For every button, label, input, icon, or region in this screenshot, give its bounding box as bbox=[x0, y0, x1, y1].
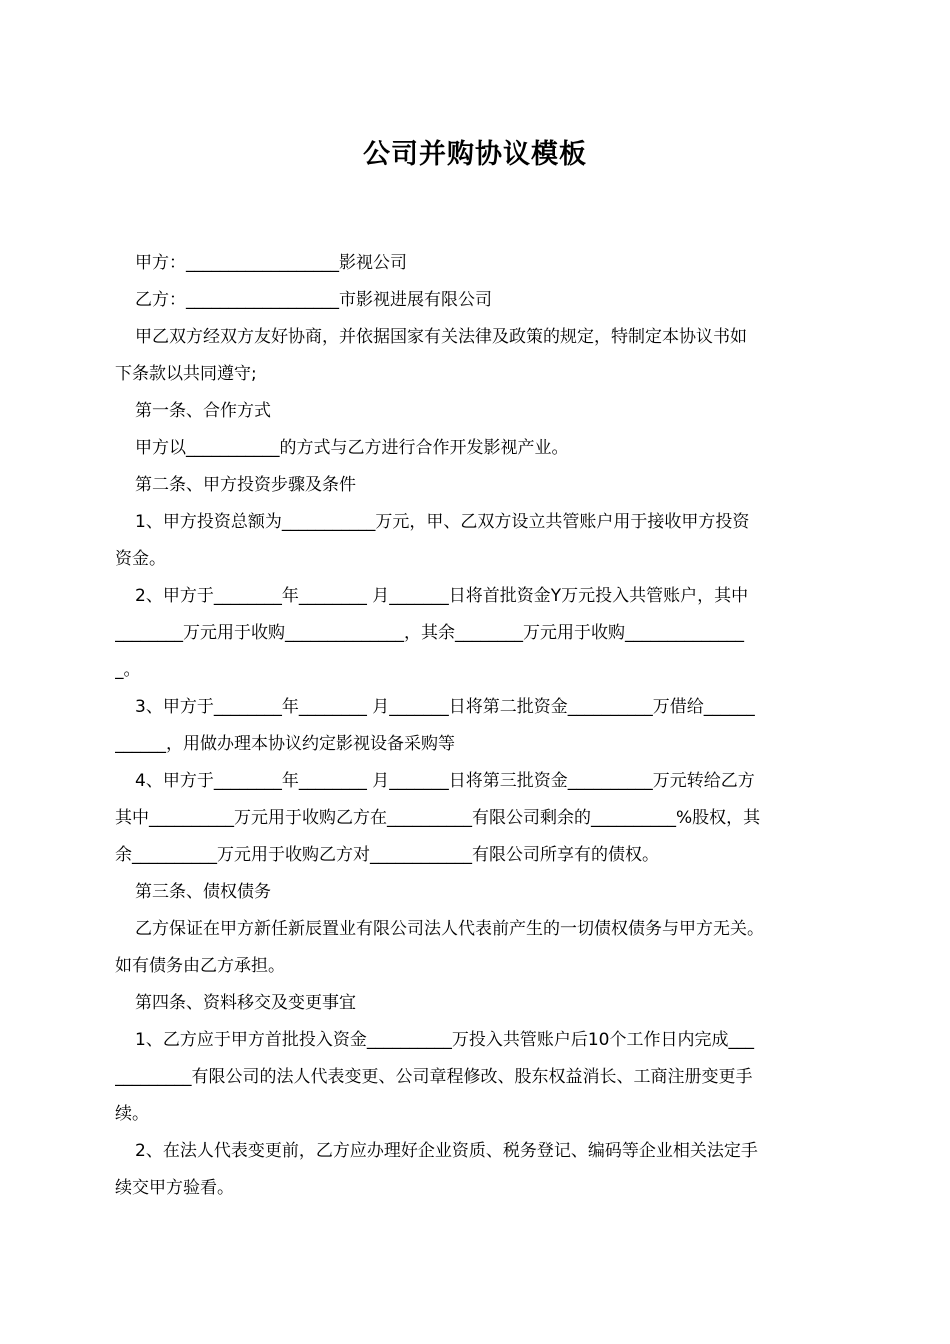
document-line: 如有债务由乙方承担。 bbox=[115, 956, 285, 976]
document-line: 其中__________万元用于收购乙方在__________有限公司剩余的__________%股权，其 bbox=[115, 808, 761, 828]
document-line: _________有限公司的法人代表变更、公司章程修改、股东权益消长、工商注册变更手 bbox=[115, 1067, 753, 1087]
document-title: 公司并购协议模板 bbox=[363, 139, 587, 170]
document-line: 下条款以共同遵守; bbox=[115, 364, 257, 384]
document-line: 甲乙双方经双方友好协商，并依据国家有关法律及政策的规定，特制定本协议书如 bbox=[135, 327, 747, 347]
document-line: _。 bbox=[115, 660, 141, 680]
document-line: 乙方：__________________市影视进展有限公司 bbox=[135, 290, 492, 310]
document-line: ________万元用于收购______________，其余________万元用于收购______________ bbox=[115, 623, 744, 643]
document-line: 甲方：__________________影视公司 bbox=[135, 253, 407, 273]
document-line: 1、乙方应于甲方首批投入资金__________万投入共管账户后10个工作日内完成___ bbox=[135, 1030, 754, 1050]
document-line: 资金。 bbox=[115, 549, 166, 569]
document-line: 第四条、资料移交及变更事宜 bbox=[135, 993, 356, 1013]
document-line: 余__________万元用于收购乙方对____________有限公司所享有的债权。 bbox=[115, 845, 659, 865]
document-line: 第三条、债权债务 bbox=[135, 882, 271, 902]
document-line: ______，用做办理本协议约定影视设备采购等 bbox=[115, 734, 455, 754]
document-line: 1、甲方投资总额为___________万元，甲、乙双方设立共管账户用于接收甲方投资 bbox=[135, 512, 750, 532]
document-line: 第二条、甲方投资步骤及条件 bbox=[135, 475, 356, 495]
document-line: 2、甲方于________年________ 月_______日将首批资金Y万元投入共管账户，其中 bbox=[135, 586, 749, 606]
document-line: 乙方保证在甲方新任新辰置业有限公司法人代表前产生的一切债权债务与甲方无关。 bbox=[135, 919, 764, 939]
document-line: 4、甲方于________年________ 月_______日将第三批资金__________万元转给乙方 bbox=[135, 771, 755, 791]
document-line: 续交甲方验看。 bbox=[115, 1178, 234, 1198]
document-line: 甲方以___________的方式与乙方进行合作开发影视产业。 bbox=[135, 438, 569, 458]
document-body bbox=[115, 245, 837, 1207]
document-line: 续。 bbox=[115, 1104, 149, 1124]
document-line: 第一条、合作方式 bbox=[135, 401, 271, 421]
document-line: 3、甲方于________年________ 月_______日将第二批资金__________万借给______ bbox=[135, 697, 755, 717]
document-line: 2、在法人代表变更前，乙方应办理好企业资质、税务登记、编码等企业相关法定手 bbox=[135, 1141, 758, 1161]
